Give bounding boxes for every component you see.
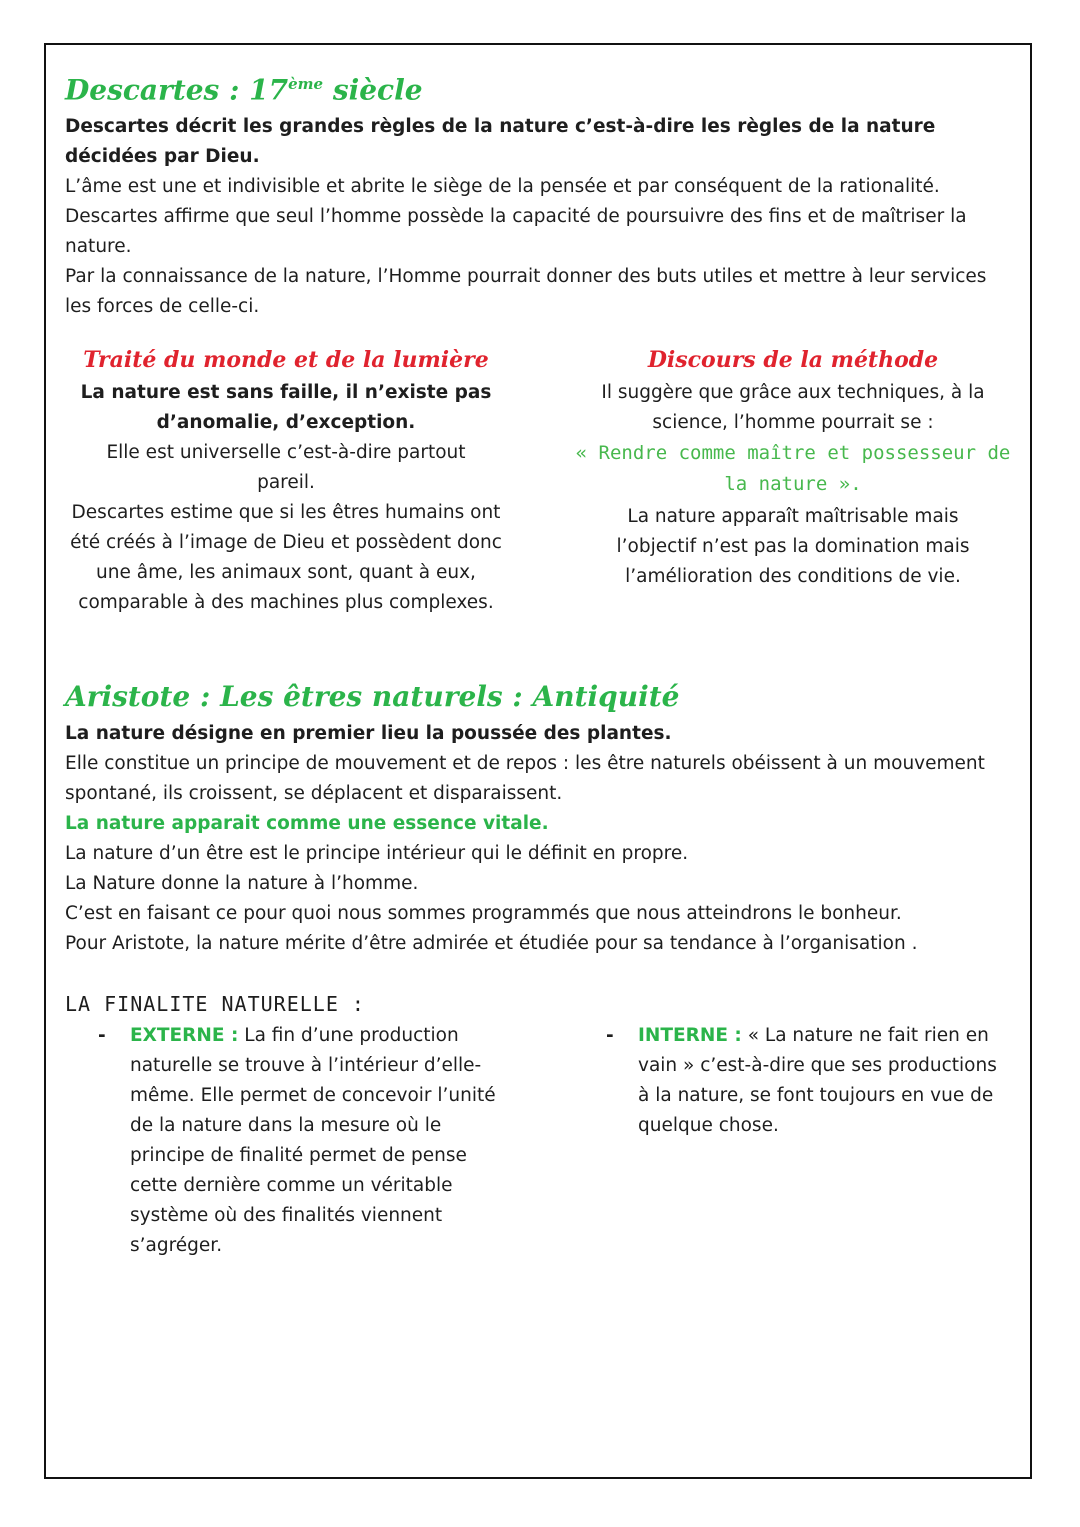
aristote-title: Aristote : Les êtres naturels : Antiquité [65, 680, 680, 713]
traite-text-1: Elle est universelle c’est-à-dire partout pareil. [106, 442, 466, 493]
finalite-title: LA FINALITE NATURELLE : [65, 992, 365, 1016]
interne-label: INTERNE : [638, 1025, 742, 1046]
aristote-para-2: La nature d’un être est le principe intérieur qui le définit en propre. [65, 843, 689, 864]
discours-text-2: La nature apparaît maîtrisable mais l’objectif n’est pas la domination mais l’amélioration des conditions de vie. [616, 506, 970, 587]
descartes-section [65, 62, 1015, 322]
bullet-dash: - [606, 1025, 614, 1046]
descartes-para-1: L’âme est une et indivisible et abrite le siège de la pensée et par conséquent de la rationalité. [65, 176, 940, 198]
descartes-para-2: Descartes affirme que seul l’homme possède la capacité de poursuivre des fins et de maîtriser la nature. [65, 206, 967, 258]
descartes-lead: Descartes décrit les grandes règles de la nature c’est-à-dire les règles de la nature décidées par Dieu. [65, 116, 936, 168]
aristote-lead: La nature désigne en premier lieu la poussée des plantes. [65, 723, 672, 744]
aristote-para-4: C’est en faisant ce pour quoi nous sommes programmés que nous atteindrons le bonheur. [65, 903, 902, 924]
discours-text-1: Il suggère que grâce aux techniques, à la science, l’homme pourrait se : [601, 382, 985, 433]
externe-text: EXTERNE : La fin d’une production naturelle se trouve à l’intérieur d’elle-même. Elle permet de concevoir l’unité de la nature dans la mesure où le principe de finalité permet de pense cette dernière comme un véritable système où des finalités viennent s’agréger. [130, 1025, 496, 1256]
traite-title: Traité du monde et de la lumière [83, 347, 489, 373]
traite-bold: La nature est sans faille, il n’existe pas d’anomalie, d’exception. [80, 382, 492, 433]
discours-quote: « Rendre comme maître et possesseur de la nature ». [575, 442, 1011, 495]
aristote-green-line: La nature apparait comme une essence vitale. [65, 813, 549, 834]
aristote-para-5: Pour Aristote, la nature mérite d’être admirée et étudiée pour sa tendance à l’organisation . [65, 933, 918, 954]
descartes-title: Descartes : 17ème siècle [65, 73, 423, 107]
interne-text: INTERNE : « La nature ne fait rien en vain » c’est-à-dire que ses productions à la nature, se font toujours en vue de quelque chose. [638, 1025, 997, 1136]
discours-title: Discours de la méthode [647, 347, 939, 373]
aristote-para-3: La Nature donne la nature à l’homme. [65, 873, 419, 894]
descartes-para-3: Par la connaissance de la nature, l’Homme pourrait donner des buts utiles et mettre à leur services les forces de celle-ci. [65, 266, 987, 318]
discours-column [572, 342, 1014, 592]
aristote-para-1: Elle constitue un principe de mouvement et de repos : les être naturels obéissent à un mouvement spontané, ils croissent, se déplacent et disparaissent. [65, 753, 985, 804]
bullet-dash: - [98, 1025, 106, 1046]
aristote-section [65, 675, 1015, 959]
traite-column [62, 342, 510, 618]
externe-label: EXTERNE : [130, 1025, 239, 1046]
traite-text-2: Descartes estime que si les êtres humains ont été créés à l’image de Dieu et possèdent donc une âme, les animaux sont, quant à eux, comparable à des machines plus complexes. [70, 502, 502, 613]
